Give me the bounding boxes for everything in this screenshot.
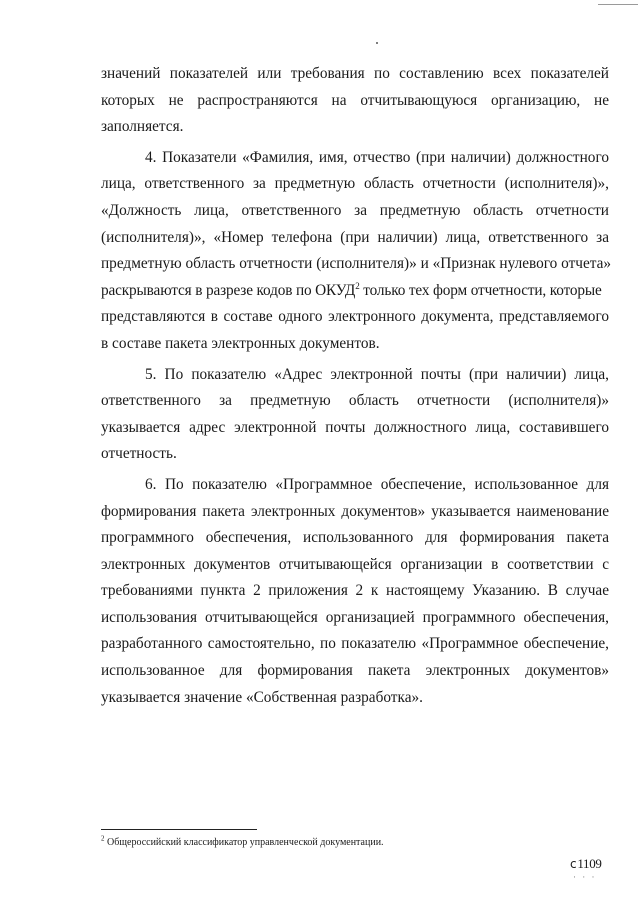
text-line-with-footnote — [101, 278, 609, 305]
text-line: в составе пакета электронных документов. — [101, 334, 380, 352]
paragraph-4 — [101, 145, 612, 358]
text-line: указывается адрес электронной почты должностного лица, составившего — [101, 418, 609, 436]
scan-speck — [376, 42, 378, 44]
text-line: использования отчитывающейся организацией программного обеспечения, — [101, 608, 609, 626]
footnote — [101, 836, 384, 849]
footnote-text: Общероссийский классификатор управленческой документации. — [107, 837, 384, 848]
document-body — [101, 61, 612, 711]
paragraph-continuation — [101, 61, 609, 141]
text-line: электронных документов отчитывающейся организации в соответствии с — [101, 555, 609, 573]
text-line: 6. По показателю «Программное обеспечение, использованное для — [145, 475, 609, 493]
text-line: значений показателей или требования по составлению всех показателей — [101, 65, 609, 82]
paragraph-5 — [101, 362, 609, 468]
text-line: указывается значение «Собственная разработка». — [101, 688, 423, 706]
text-line: (исполнителя)», «Номер телефона (при наличии) лица, ответственного за — [101, 228, 609, 246]
footnote-separator — [101, 829, 257, 830]
footnote-ref: 2 — [355, 280, 360, 291]
text-line: ответственного за предметную область отчетности (исполнителя)» — [101, 392, 609, 410]
text-line: которых не распространяются на отчитывающуюся организацию, не — [101, 91, 609, 109]
page-number — [570, 856, 602, 872]
text-line: 4. Показатели «Фамилия, имя, отчество (при наличии) должностного — [145, 148, 609, 166]
text-line: 5. По показателю «Адрес электронной почты (при наличии) лица, — [145, 365, 609, 383]
text-line: требованиями пункта 2 приложения 2 к настоящему Указанию. В случае — [101, 582, 609, 600]
text-line: использованное для формирования пакета электронных документов» — [101, 662, 609, 680]
text-line: «Должность лица, ответственного за предметную область отчетности — [101, 201, 609, 219]
text-fragment: раскрываются в разрезе кодов по ОКУД — [101, 281, 356, 299]
text-line: заполняется. — [101, 118, 184, 136]
text-line: программного обеспечения, использованного для формирования пакета — [101, 529, 609, 547]
text-fragment: только тех форм отчетности, которые — [363, 281, 602, 299]
text-line: разработанного самостоятельно, по показателю «Программное обеспечение, — [101, 635, 609, 653]
text-line: отчетность. — [101, 445, 177, 463]
page-number-marks: · · · — [573, 872, 597, 882]
page-number-prefix: с — [570, 857, 577, 871]
text-line: лица, ответственного за предметную область отчетности (исполнителя)», — [101, 175, 609, 193]
text-line: предметную область отчетности (исполнителя)» и «Признак нулевого отчета» — [101, 255, 612, 273]
text-line: представляются в составе одного электронного документа, представляемого — [101, 308, 609, 326]
top-edge-rule — [598, 4, 638, 5]
page-number-value: 1109 — [577, 856, 602, 871]
footnote-number: 2 — [101, 834, 105, 843]
text-line: формирования пакета электронных документов» указывается наименование — [101, 502, 609, 520]
paragraph-6 — [101, 472, 609, 711]
